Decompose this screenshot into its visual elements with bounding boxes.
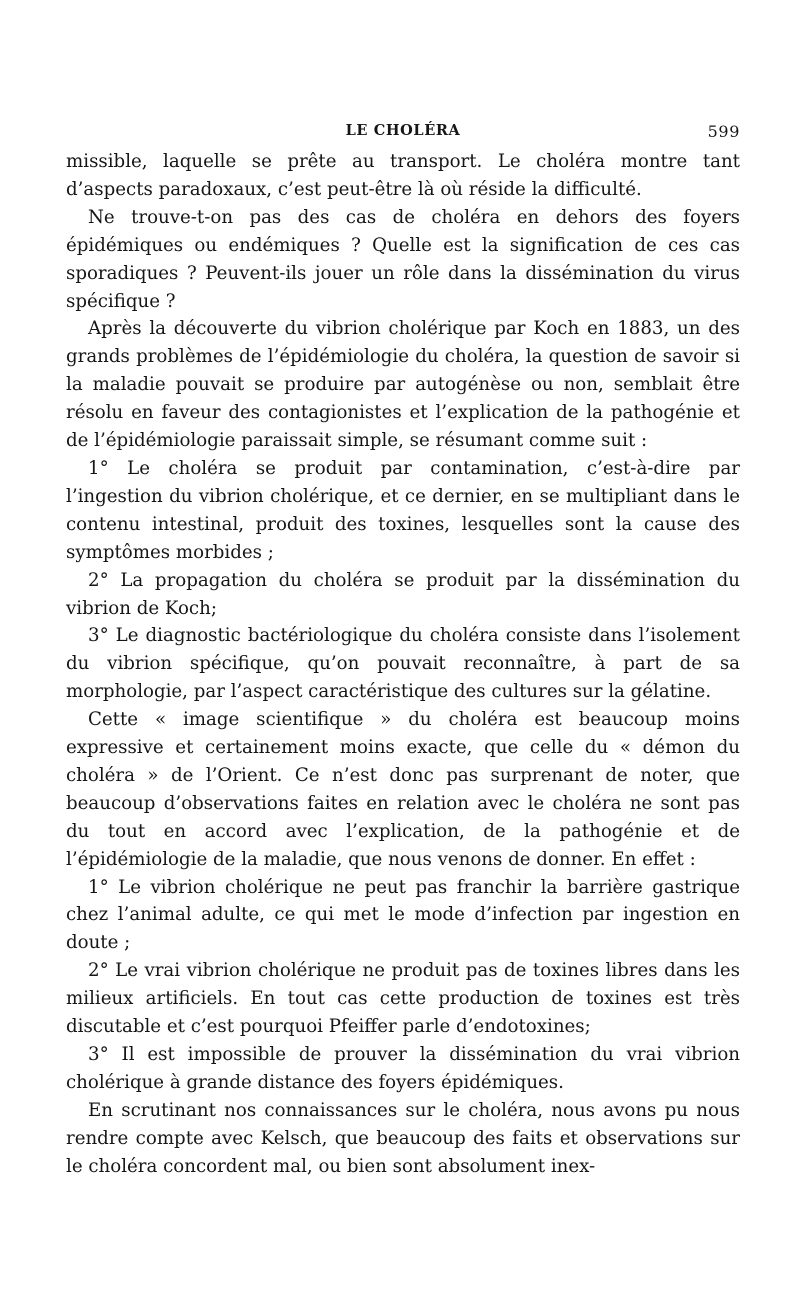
list-item-toxins: 2° Le vrai vibrion cholérique ne produit pas de toxines libres dans les milieux artificiels. En tout cas cette production de toxines est très discutable et c’est pourquoi Pfeiffer parle d’endotoxines; bbox=[66, 960, 740, 1038]
list-item-contamination: 1° Le choléra se produit par contamination, c’est-à-dire par l’ingestion du vibrion cholérique, et ce dernier, en se multipliant dans le contenu intestinal, produit des toxines, lesquelles sont la cause des symptômes morbides ; bbox=[66, 457, 740, 563]
list-item-dissemination: 3° Il est impossible de prouver la dissémination du vrai vibrion cholérique à grande distance des foyers épidémiques. bbox=[66, 1044, 740, 1093]
page-number: 599 bbox=[707, 122, 740, 141]
list-item-gastric-barrier: 1° Le vibrion cholérique ne peut pas franchir la barrière gastrique chez l’animal adulte, ce qui met le mode d’infection par ingestion en doute ; bbox=[66, 876, 740, 954]
list-item-diagnosis: 3° Le diagnostic bactériologique du choléra consiste dans l’isolement du vibrion spécifique, qu’on pouvait reconnaître, à part de sa morphologie, par l’aspect caractéristique des cultures sur la gélatine. bbox=[66, 625, 740, 703]
paragraph-kelsch: En scrutinant nos connaissances sur le choléra, nous avons pu nous rendre compte avec Kelsch, que beaucoup des faits et observations sur le choléra concordent mal, ou bien sont absolument inex- bbox=[66, 1099, 740, 1177]
paragraph-continuation: missible, laquelle se prête au transport. Le choléra montre tant d’aspects paradoxaux, c’est peut-être là où réside la difficulté. bbox=[66, 151, 740, 200]
running-title: LE CHOLÉRA bbox=[345, 122, 461, 139]
paragraph-koch-discovery: Après la découverte du vibrion cholérique par Koch en 1883, un des grands problèmes de l’épidémiologie du choléra, la question de savoir si la maladie pouvait se produire par autogénèse ou non, semblait être résolu en faveur des contagionistes et l’explication de la pathogénie et de l’épidémiologie paraissait simple, se résumant comme suit : bbox=[66, 318, 740, 452]
book-page bbox=[66, 118, 740, 1181]
paragraph-sporadic-cases: Ne trouve-t-on pas des cas de choléra en dehors des foyers épidémiques ou endémiques ? Quelle est la signification de ces cas sporadiques ? Peuvent-ils jouer un rôle dans la dissémination du virus spécifique ? bbox=[66, 206, 740, 312]
running-header bbox=[66, 118, 740, 148]
list-item-propagation: 2° La propagation du choléra se produit par la dissémination du vibrion de Koch; bbox=[66, 569, 740, 619]
body-text bbox=[66, 148, 740, 1181]
paragraph-scientific-image: Cette « image scientifique » du choléra est beaucoup moins expressive et certainement moins exacte, que celle du « démon du choléra » de l’Orient. Ce n’est donc pas surprenant de noter, que beaucoup d’observations faites en relation avec le choléra ne sont pas du tout en accord avec l’explication, de la pathogénie et de l’épidémiologie de la maladie, que nous venons de donner. En effet : bbox=[66, 709, 740, 870]
